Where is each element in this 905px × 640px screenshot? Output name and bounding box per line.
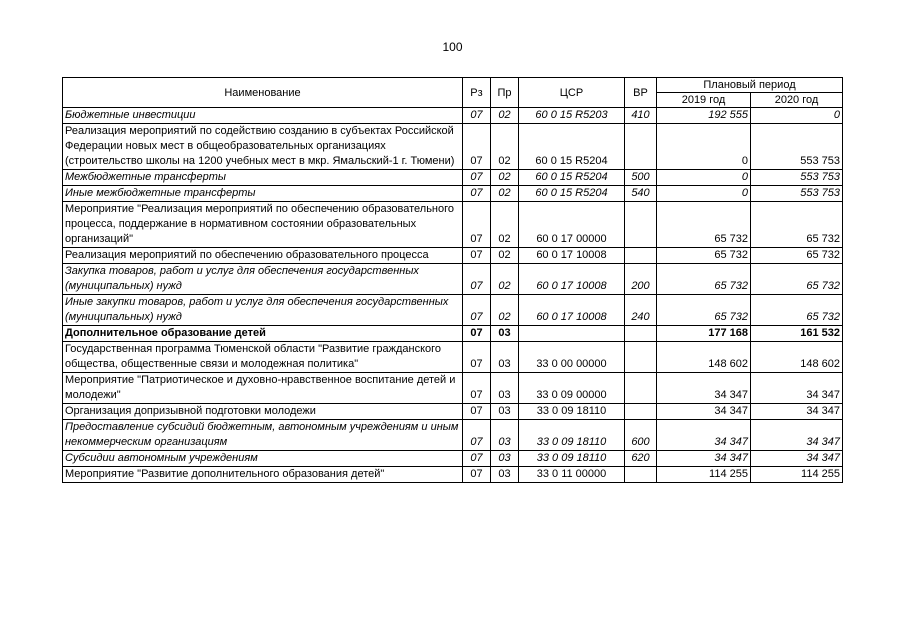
cell-name: Субсидии автономным учреждениям: [63, 451, 463, 467]
cell-name: Мероприятие "Патриотическое и духовно-нравственное воспитание детей и молодежи": [63, 373, 463, 404]
table-row: [63, 124, 843, 170]
cell-2019: 0: [657, 170, 751, 186]
table-row: [63, 248, 843, 264]
cell-csr: 60 0 15 R5204: [519, 170, 625, 186]
cell-pr: 03: [491, 342, 519, 373]
cell-2020: 65 732: [751, 248, 843, 264]
cell-2019: 65 732: [657, 295, 751, 326]
cell-2020: 161 532: [751, 326, 843, 342]
cell-rz: 07: [463, 295, 491, 326]
cell-vr: [625, 342, 657, 373]
cell-vr: 620: [625, 451, 657, 467]
table-row: [63, 202, 843, 248]
page-number: 100: [442, 40, 463, 54]
cell-rz: 07: [463, 451, 491, 467]
cell-vr: [625, 202, 657, 248]
cell-rz: 07: [463, 186, 491, 202]
cell-csr: 33 0 09 18110: [519, 404, 625, 420]
cell-pr: 03: [491, 451, 519, 467]
cell-2019: 0: [657, 124, 751, 170]
cell-2019: 34 347: [657, 373, 751, 404]
cell-name: Иные закупки товаров, работ и услуг для обеспечения государственных (муниципальных) нужд: [63, 295, 463, 326]
cell-name: Бюджетные инвестиции: [63, 108, 463, 124]
cell-vr: 540: [625, 186, 657, 202]
table-row: [63, 186, 843, 202]
cell-2020: 34 347: [751, 404, 843, 420]
table-row: [63, 467, 843, 483]
table-row: [63, 373, 843, 404]
table-row: [63, 108, 843, 124]
cell-pr: 02: [491, 108, 519, 124]
cell-2020: 34 347: [751, 373, 843, 404]
cell-vr: [625, 326, 657, 342]
cell-2020: 65 732: [751, 202, 843, 248]
cell-csr: 60 0 15 R5203: [519, 108, 625, 124]
cell-2020: 553 753: [751, 170, 843, 186]
table-body: [63, 108, 843, 483]
cell-csr: 33 0 00 00000: [519, 342, 625, 373]
cell-2019: 65 732: [657, 248, 751, 264]
cell-2019: 34 347: [657, 420, 751, 451]
header-pr: Пр: [491, 78, 519, 108]
cell-csr: 33 0 09 00000: [519, 373, 625, 404]
cell-name: Предоставление субсидий бюджетным, автономным учреждениям и иным некоммерческим организациям: [63, 420, 463, 451]
cell-2019: 177 168: [657, 326, 751, 342]
header-planned-period: Плановый период: [657, 78, 843, 93]
cell-2020: 65 732: [751, 295, 843, 326]
cell-pr: 02: [491, 248, 519, 264]
table-row: [63, 420, 843, 451]
cell-2019: 0: [657, 186, 751, 202]
cell-csr: 60 0 15 R5204: [519, 186, 625, 202]
cell-name: Государственная программа Тюменской области "Развитие гражданского общества, общественные связи и молодежная политика": [63, 342, 463, 373]
cell-pr: 02: [491, 295, 519, 326]
cell-2020: 34 347: [751, 420, 843, 451]
budget-table: [62, 77, 843, 483]
cell-rz: 07: [463, 202, 491, 248]
cell-pr: 03: [491, 373, 519, 404]
table-row: [63, 264, 843, 295]
header-vr: ВР: [625, 78, 657, 108]
cell-name: Мероприятие "Развитие дополнительного образования детей": [63, 467, 463, 483]
cell-vr: [625, 248, 657, 264]
cell-vr: [625, 373, 657, 404]
cell-2019: 34 347: [657, 404, 751, 420]
cell-2019: 192 555: [657, 108, 751, 124]
header-rz: Рз: [463, 78, 491, 108]
cell-2020: 148 602: [751, 342, 843, 373]
table-row: [63, 451, 843, 467]
cell-2020: 553 753: [751, 186, 843, 202]
cell-2020: 0: [751, 108, 843, 124]
cell-vr: 500: [625, 170, 657, 186]
cell-pr: 02: [491, 202, 519, 248]
cell-rz: 07: [463, 420, 491, 451]
header-csr: ЦСР: [519, 78, 625, 108]
cell-pr: 02: [491, 170, 519, 186]
cell-vr: 410: [625, 108, 657, 124]
cell-csr: 33 0 09 18110: [519, 420, 625, 451]
cell-2019: 65 732: [657, 264, 751, 295]
cell-2020: 553 753: [751, 124, 843, 170]
cell-2019: 114 255: [657, 467, 751, 483]
cell-2020: 34 347: [751, 451, 843, 467]
cell-pr: 03: [491, 326, 519, 342]
table-row: [63, 326, 843, 342]
cell-name: Организация допризывной подготовки молодежи: [63, 404, 463, 420]
header-year-2020: 2020 год: [751, 93, 843, 108]
cell-vr: 200: [625, 264, 657, 295]
table-row: [63, 295, 843, 326]
table-row: [63, 170, 843, 186]
cell-2019: 65 732: [657, 202, 751, 248]
cell-rz: 07: [463, 248, 491, 264]
cell-csr: 60 0 15 R5204: [519, 124, 625, 170]
cell-csr: 60 0 17 10008: [519, 295, 625, 326]
cell-name: Реализация мероприятий по обеспечению образовательного процесса: [63, 248, 463, 264]
cell-name: Иные межбюджетные трансферты: [63, 186, 463, 202]
cell-csr: 60 0 17 10008: [519, 264, 625, 295]
cell-rz: 07: [463, 170, 491, 186]
cell-csr: 33 0 11 00000: [519, 467, 625, 483]
cell-2020: 114 255: [751, 467, 843, 483]
cell-pr: 03: [491, 404, 519, 420]
cell-rz: 07: [463, 467, 491, 483]
cell-csr: 33 0 09 18110: [519, 451, 625, 467]
cell-rz: 07: [463, 108, 491, 124]
cell-rz: 07: [463, 342, 491, 373]
cell-2019: 34 347: [657, 451, 751, 467]
header-name: Наименование: [63, 78, 463, 108]
cell-rz: 07: [463, 373, 491, 404]
cell-pr: 02: [491, 264, 519, 295]
cell-rz: 07: [463, 404, 491, 420]
table-row: [63, 404, 843, 420]
table-row: [63, 342, 843, 373]
cell-pr: 03: [491, 467, 519, 483]
cell-vr: 600: [625, 420, 657, 451]
cell-csr: 60 0 17 10008: [519, 248, 625, 264]
cell-name: Межбюджетные трансферты: [63, 170, 463, 186]
cell-name: Мероприятие "Реализация мероприятий по обеспечению образовательного процесса, поддержание в нормативном состоянии образовательных организаций": [63, 202, 463, 248]
cell-pr: 03: [491, 420, 519, 451]
cell-name: Дополнительное образование детей: [63, 326, 463, 342]
cell-vr: [625, 124, 657, 170]
cell-rz: 07: [463, 326, 491, 342]
cell-csr: 60 0 17 00000: [519, 202, 625, 248]
cell-vr: [625, 404, 657, 420]
cell-pr: 02: [491, 186, 519, 202]
cell-2019: 148 602: [657, 342, 751, 373]
cell-rz: 07: [463, 264, 491, 295]
header-year-2019: 2019 год: [657, 93, 751, 108]
cell-name: Реализация мероприятий по содействию созданию в субъектах Российской Федерации новых мест в общеобразовательных организациях (строительство школы на 1200 учебных мест в мкр. Ямальский-1 г. Тюмени): [63, 124, 463, 170]
cell-2020: 65 732: [751, 264, 843, 295]
cell-rz: 07: [463, 124, 491, 170]
cell-vr: 240: [625, 295, 657, 326]
cell-name: Закупка товаров, работ и услуг для обеспечения государственных (муниципальных) нужд: [63, 264, 463, 295]
cell-vr: [625, 467, 657, 483]
cell-csr: [519, 326, 625, 342]
cell-pr: 02: [491, 124, 519, 170]
